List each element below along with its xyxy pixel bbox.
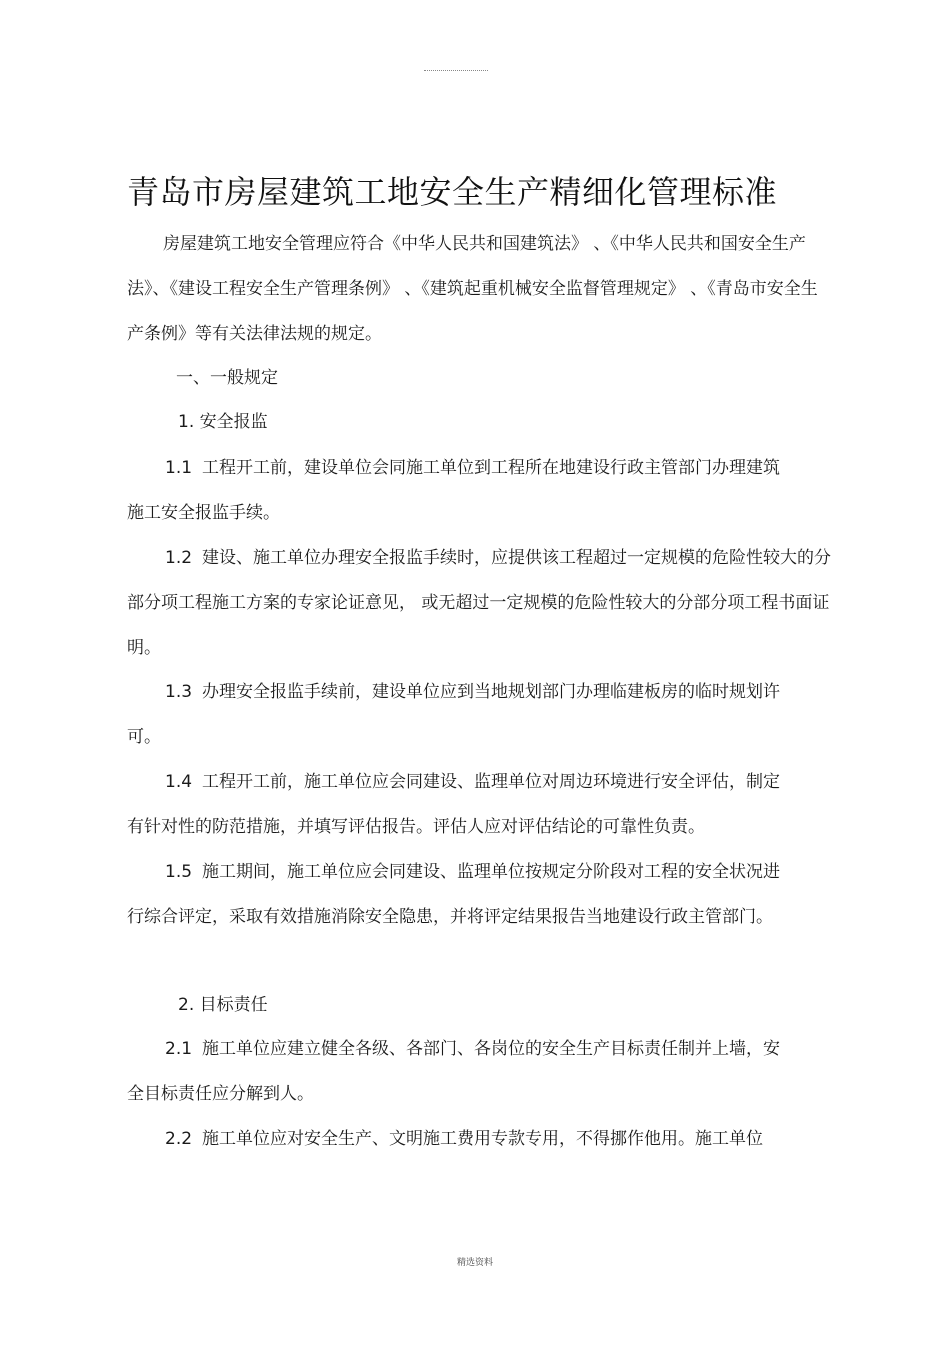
clause-number: 2.2 bbox=[165, 1129, 193, 1149]
clause-1-2 bbox=[127, 536, 832, 671]
clause-number: 1.4 bbox=[165, 772, 193, 792]
clause-1-5 bbox=[127, 850, 797, 940]
clause-text: 施工期间，施工单位应会同建设、监理单位按规定分阶段对工程的安全状况进行综合评定，采取有效措施消除安全隐患，并将评定结果报告当地建设行政主管部门。 bbox=[127, 862, 781, 927]
clause-number: 1.5 bbox=[165, 862, 193, 882]
clause-2-2 bbox=[127, 1117, 797, 1162]
clause-number: 1.2 bbox=[165, 548, 193, 568]
clause-number: 1.3 bbox=[165, 682, 193, 702]
clause-text: 施工单位应对安全生产、文明施工费用专款专用，不得挪作他用。施工单位 bbox=[202, 1129, 764, 1149]
clause-text: 工程开工前，建设单位会同施工单位到工程所在地建设行政主管部门办理建筑施工安全报监手续。 bbox=[127, 458, 781, 523]
clause-1-4 bbox=[127, 760, 797, 850]
document-title: 青岛市房屋建筑工地安全生产精细化管理标准 bbox=[127, 173, 778, 211]
subsection-heading-2: 2. 目标责任 bbox=[178, 995, 268, 1015]
clause-number: 2.1 bbox=[165, 1039, 193, 1059]
clause-text: 建设、施工单位办理安全报监手续时，应提供该工程超过一定规模的危险性较大的分部分项工程施工方案的专家论证意见， 或无超过一定规模的危险性较大的分部分项工程书面证明。 bbox=[127, 548, 832, 658]
clause-2-1 bbox=[127, 1027, 797, 1117]
clause-number: 1.1 bbox=[165, 458, 193, 478]
clause-text: 施工单位应建立健全各级、各部门、各岗位的安全生产目标责任制并上墙，安全目标责任应分解到人。 bbox=[127, 1039, 781, 1104]
subsection-heading-1: 1. 安全报监 bbox=[178, 412, 268, 432]
page-footer-label: 精选资料 bbox=[456, 1258, 493, 1268]
intro-paragraph: 房屋建筑工地安全管理应符合《中华人民共和国建筑法》 、《中华人民共和国安全生产法》、《建设工程安全生产管理条例》 、《建筑起重机械安全监督管理规定》 、《青岛市安全生产条例》等有关法律法规的规定。 bbox=[127, 234, 818, 344]
header-rule bbox=[424, 70, 488, 71]
clause-text: 办理安全报监手续前，建设单位应到当地规划部门办理临建板房的临时规划许可。 bbox=[127, 682, 781, 747]
section-heading-general: 一、一般规定 bbox=[176, 368, 278, 388]
clause-text: 工程开工前，施工单位应会同建设、监理单位对周边环境进行安全评估，制定有针对性的防范措施，并填写评估报告。评估人应对评估结论的可靠性负责。 bbox=[127, 772, 781, 837]
clause-1-3 bbox=[127, 670, 797, 760]
clause-1-1 bbox=[127, 446, 797, 536]
